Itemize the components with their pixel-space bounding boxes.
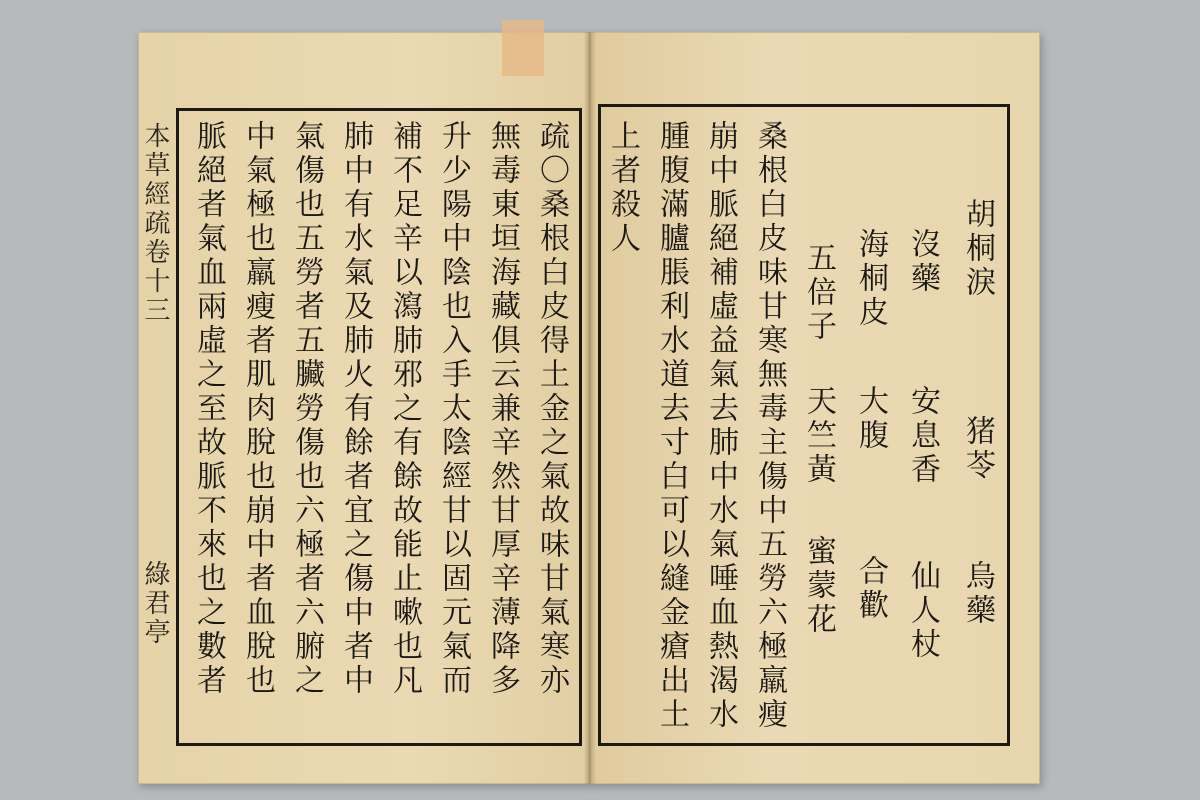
list-item: 烏藥	[960, 560, 995, 628]
book-title-margin: 本草經疏卷十三	[140, 122, 170, 325]
page-tab	[502, 20, 544, 76]
list-item: 大腹	[853, 385, 888, 453]
text-column: 無毒東垣海藏俱云兼辛然甘厚辛薄降多	[485, 120, 520, 698]
list-item: 胡桐淚	[960, 198, 995, 300]
list-item: 蜜蒙花	[801, 535, 836, 637]
list-item: 猪苓	[960, 415, 995, 483]
text-column: 補不足辛以瀉肺邪之有餘故能止嗽也凡	[387, 120, 422, 698]
publisher-margin: 綠君亭	[140, 560, 170, 647]
text-column: 疏〇桑根白皮得土金之氣故味甘氣寒亦	[534, 120, 569, 698]
list-item: 五倍子	[801, 242, 836, 344]
text-column: 中氣極也羸瘦者肌肉脫也崩中者血脫也	[240, 120, 275, 698]
text-column: 肺中有水氣及肺火有餘者宜之傷中者中	[338, 120, 373, 698]
book-gutter	[584, 32, 596, 784]
text-column: 桑根白皮味甘寒無毒主傷中五勞六極羸瘦	[752, 120, 787, 732]
text-column: 升少陽中陰也入手太陰經甘以固元氣而	[436, 120, 471, 698]
text-column: 脈絕者氣血兩虛之至故脈不來也之數者	[191, 120, 226, 698]
list-item: 合歡	[853, 555, 888, 623]
text-column: 崩中脈絕補虛益氣去肺中水氣唾血熱渴水	[703, 120, 738, 732]
text-column: 氣傷也五勞者五臟勞傷也六極者六腑之	[289, 120, 324, 698]
text-column: 上者殺人	[605, 120, 640, 256]
left-text-frame	[176, 108, 582, 746]
list-item: 天竺黃	[801, 385, 836, 487]
text-column: 腫腹滿臚脹利水道去寸白可以縫金瘡出土	[654, 120, 689, 732]
list-item: 安息香	[905, 385, 940, 487]
list-item: 仙人杖	[905, 560, 940, 662]
list-item: 沒藥	[905, 228, 940, 296]
list-item: 海桐皮	[853, 228, 888, 330]
